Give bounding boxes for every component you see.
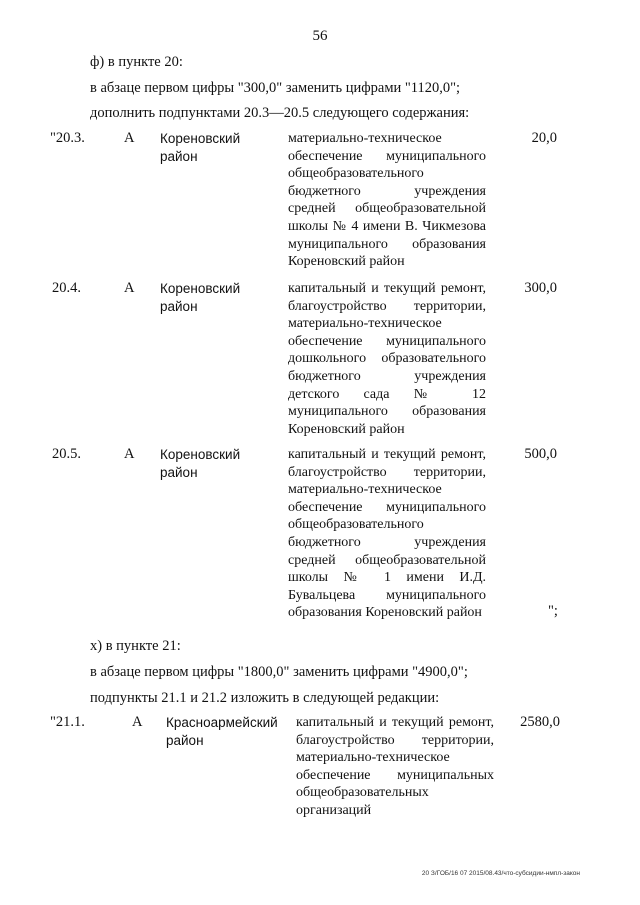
row-purpose: материально-техническое обеспечение муниципального общеобразовательного бюджетного учреждения средней общеобразовательной школы № 4 имени В. Чикмезова муниципального образования Кореновский район [288, 131, 486, 270]
footer-file-stamp: 20 З/ГОБ/16 07 2015/08.43/что-субсидии-нмпл-закон [421, 870, 580, 877]
row-purpose: капитальный и текущий ремонт, благоустройство территории, материально-техническое обеспечение муниципального общеобразовательного бюджетного учреждения средней общеобразовательной школы № 1 имени И.Д. Бувальцева муниципального образования Кореновский район [288, 447, 486, 621]
row-district: Кореновский район [160, 281, 241, 314]
closing-quote: "; [548, 603, 558, 619]
row-number: 20.4. [52, 280, 81, 296]
row-amount: 2580,0 [520, 714, 560, 730]
middle-item-kh: х) в пункте 21: [90, 638, 181, 654]
row-purpose: капитальный и текущий ремонт, благоустройство территории, материально-техническое обеспечение муниципальных общеобразовательных организаций [296, 715, 494, 818]
row-amount: 500,0 [524, 446, 557, 462]
row-group: А [124, 446, 135, 462]
intro-add-subitems: дополнить подпунктами 20.3—20.5 следующего содержания: [90, 105, 470, 121]
row-group: А [124, 130, 135, 146]
intro-item-f: ф) в пункте 20: [90, 54, 183, 70]
row-number: "20.3. [50, 130, 85, 146]
row-district: Кореновский район [160, 447, 241, 480]
row-group: А [132, 714, 143, 730]
row-number: "21.1. [50, 714, 85, 730]
intro-first-paragraph: в абзаце первом цифры "300,0" заменить цифрами "1120,0"; [90, 80, 461, 96]
page-number: 56 [312, 28, 328, 44]
row-amount: 20,0 [531, 130, 557, 146]
row-district: Кореновский район [160, 131, 241, 164]
row-district: Красноармейский район [166, 715, 278, 748]
row-amount: 300,0 [524, 280, 557, 296]
middle-first-paragraph: в абзаце первом цифры "1800,0" заменить цифрами "4900,0"; [90, 664, 468, 680]
middle-subitems-redaction: подпункты 21.1 и 21.2 изложить в следующей редакции: [90, 690, 440, 706]
row-group: А [124, 280, 135, 296]
row-number: 20.5. [52, 446, 81, 462]
row-purpose: капитальный и текущий ремонт, благоустройство территории, материально-техническое обеспечение муниципального дошкольного образовательного бюджетного учреждения детского сада № 12 муниципального образования Кореновский район [288, 281, 486, 437]
